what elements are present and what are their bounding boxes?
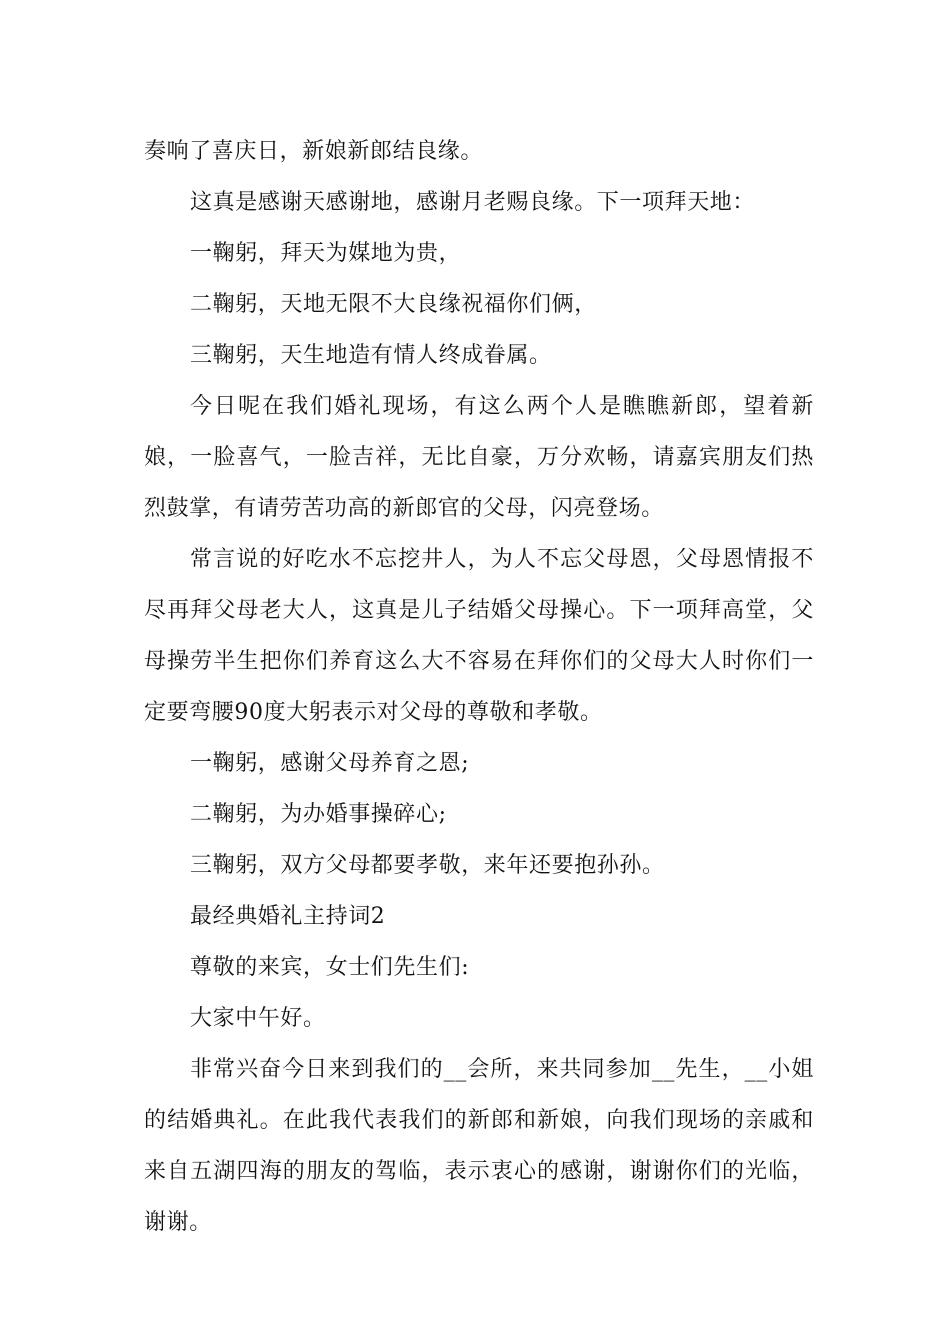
paragraph: 尊敬的来宾，女士们先生们: bbox=[190, 955, 470, 980]
paragraph: 非常兴奋今日来到我们的__会所，来共同参加__先生，__小姐的结婚典礼。在此我代表我们的新郎和新娘，向我们现场的亲戚和来自五湖四海的朋友的驾临，表示衷心的感谢，谢谢你们的光临，谢谢。 bbox=[144, 1057, 814, 1235]
paragraph: 三鞠躬，双方父母都要孝敬，来年还要抱孙孙。 bbox=[190, 853, 665, 878]
paragraph: 大家中午好。 bbox=[190, 1006, 326, 1031]
paragraph: 一鞠躬，感谢父母养育之恩; bbox=[190, 751, 470, 776]
section-heading: 最经典婚礼主持词2 bbox=[190, 904, 386, 929]
paragraph: 二鞠躬，天地无限不大良缘祝福你们俩， bbox=[190, 292, 597, 317]
document-body bbox=[144, 126, 814, 1248]
paragraph: 三鞠躬，天生地造有情人终成眷属。 bbox=[190, 343, 552, 368]
paragraph: 这真是感谢天感谢地，感谢月老赐良缘。下一项拜天地： bbox=[190, 190, 756, 215]
paragraph: 奏响了喜庆日，新娘新郎结良缘。 bbox=[144, 139, 484, 164]
paragraph: 一鞠躬，拜天为媒地为贵， bbox=[190, 241, 462, 266]
paragraph: 今日呢在我们婚礼现场，有这么两个人是瞧瞧新郎，望着新娘，一脸喜气，一脸吉祥，无比自豪，万分欢畅，请嘉宾朋友们热烈鼓掌，有请劳苦功高的新郎官的父母，闪亮登场。 bbox=[144, 394, 814, 521]
paragraph: 二鞠躬，为办婚事操碎心; bbox=[190, 802, 447, 827]
paragraph: 常言说的好吃水不忘挖井人，为人不忘父母恩，父母恩情报不尽再拜父母老大人，这真是儿子结婚父母操心。下一项拜高堂，父母操劳半生把你们养育这么大不容易在拜你们的父母大人时你们一定要弯腰90度大躬表示对父母的尊敬和孝敬。 bbox=[144, 547, 814, 725]
